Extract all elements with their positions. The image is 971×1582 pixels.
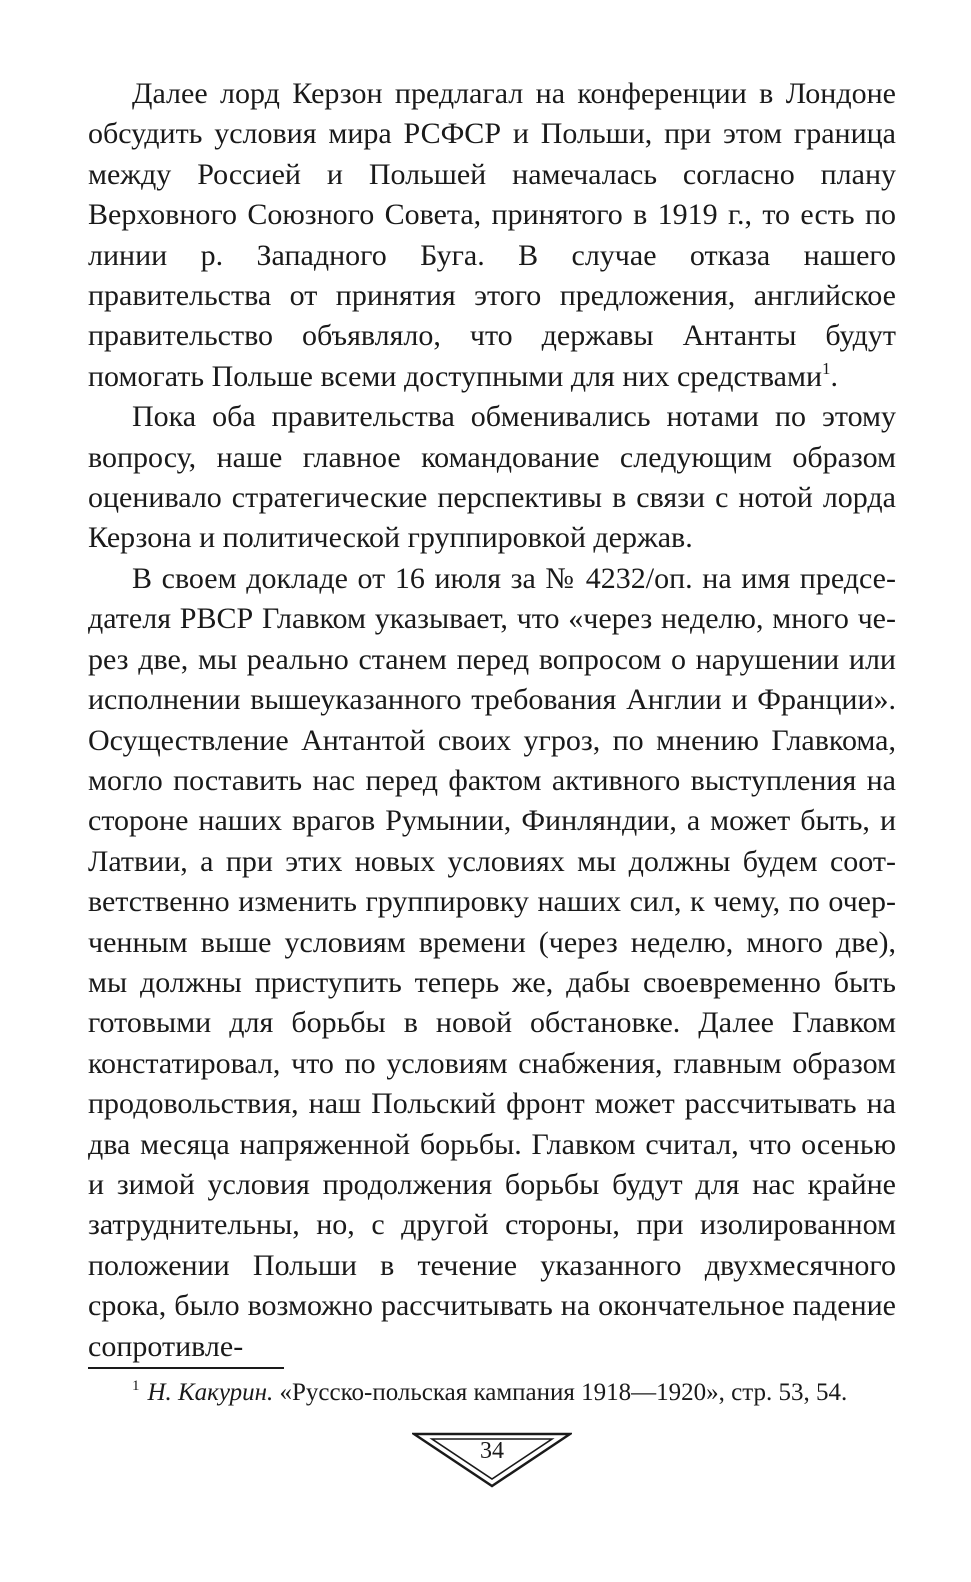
paragraph-3: В своем докладе от 16 июля за № 4232/оп. на имя председателя РВСР Главком указывает, что «через неделю, много через две, мы реально станем перед вопросом о нарушении или исполнении вышеуказанного требования Англии и Франции». Осуществление Антантой своих угроз, по мнению Главкома, могло поставить нас перед фактом активного выступления на стороне наших врагов Румынии, Финляндии, а может быть, и Латвии, а при этих новых условиях мы должны будем соответственно изменить группировку наших сил, к чему, по очерченным выше условиям времени (через неделю, много две), мы должны приступить теперь же, дабы своевременно быть готовыми для борьбы в новой обстановке. Далее Главком констатировал, что по условиям снабжения, главным образом продовольствия, наш Польский фронт может рассчитывать на два месяца напряженной борьбы. Главком считал, что осенью и зимой условия продолжения борьбы будут для нас крайне затруднительны, но, с другой стороны, при изолированном положении Польши в течение указанного двухмесячного срока, было возможно рассчитывать на окончательное падение сопротивле- (88, 561, 896, 1363)
footnote (132, 1376, 896, 1410)
footnote-author: Н. Какурин. (147, 1379, 274, 1406)
paragraph-1-tail: . (830, 359, 839, 393)
footnote-mark: 1 (132, 1378, 140, 1394)
footnote-separator (88, 1367, 284, 1369)
footnote-text: «Русско-польская кампания 1918—1920», стр. 53, 54. (273, 1379, 848, 1406)
footnote-reference: 1 (822, 358, 831, 378)
paragraph-2: Пока оба правительства обменивались нотами по этому вопросу, наше главное командование следующим образом оценивало стратегические перспективы в связи с нотой лорда Керзона и политической группировкой держав. (88, 400, 896, 555)
page-number: 34 (480, 1438, 504, 1464)
paragraph-1 (88, 74, 896, 397)
page-number-ornament (412, 1431, 572, 1489)
main-text (88, 74, 896, 1367)
paragraph-1-text: Далее лорд Керзон предлагал на конференции в Лондоне обсудить условия мира РСФСР и Польши, при этом граница между Россией и Польшей намечалась согласно плану Верховного Союзного Совета, принятого в 1919 г., то есть по линии р. Западного Буга. В случае отказа нашего правительства от принятия этого предложения, английское правительство объявляло, что державы Антанты будут помогать Польше всеми доступными для них средствами (88, 77, 896, 393)
